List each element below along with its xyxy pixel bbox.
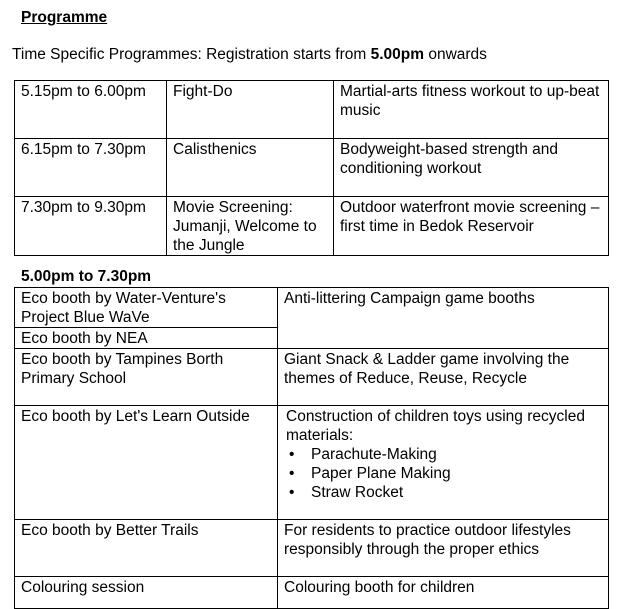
table-row bbox=[15, 139, 609, 197]
intro-time: 5.00pm bbox=[370, 46, 425, 63]
booth-cell: Eco booth by Water-Venture's Project Blue WaVe bbox=[15, 288, 278, 328]
programme-heading: Programme bbox=[21, 9, 108, 26]
table-row bbox=[15, 577, 609, 609]
booth-desc-cell: Colouring booth for children bbox=[278, 577, 609, 609]
booths-heading: 5.00pm to 7.30pm bbox=[21, 268, 152, 285]
intro-prefix: Time Specific Programmes: Registration starts from bbox=[12, 46, 371, 63]
booths-table bbox=[14, 287, 609, 609]
table-row bbox=[15, 406, 609, 520]
booth-cell: Colouring session bbox=[15, 577, 278, 609]
table-row bbox=[15, 349, 609, 406]
booth-cell: Eco booth by Better Trails bbox=[15, 520, 278, 577]
booth-cell: Eco booth by Tampines Borth Primary School bbox=[15, 349, 278, 406]
table-row bbox=[15, 81, 609, 139]
booth-desc-cell bbox=[278, 406, 609, 520]
programme-name-cell: Movie Screening: Jumanji, Welcome to the Jungle bbox=[167, 197, 334, 256]
programme-desc-cell: Martial-arts fitness workout to up-beat music bbox=[334, 81, 609, 139]
time-cell: 5.15pm to 6.00pm bbox=[15, 81, 167, 139]
time-cell: 7.30pm to 9.30pm bbox=[15, 197, 167, 256]
table-row bbox=[15, 197, 609, 256]
booth-desc-cell: Anti-littering Campaign game booths bbox=[278, 288, 609, 349]
programme-name-cell: Calisthenics bbox=[167, 139, 334, 197]
list-item: • Paper Plane Making bbox=[284, 464, 603, 483]
booth-desc-cell: For residents to practice outdoor lifestyles responsibly through the proper ethics bbox=[278, 520, 609, 577]
booth-cell: Eco booth by Let's Learn Outside bbox=[15, 406, 278, 520]
list-item: • Straw Rocket bbox=[284, 483, 603, 502]
list-item: • Parachute-Making bbox=[284, 445, 603, 464]
table-row bbox=[15, 520, 609, 577]
toy-list bbox=[284, 445, 603, 502]
table-row bbox=[15, 288, 609, 328]
intro-suffix: onwards bbox=[424, 46, 487, 63]
booth-desc-cell: Giant Snack & Ladder game involving the themes of Reduce, Reuse, Recycle bbox=[278, 349, 609, 406]
booth-cell: Eco booth by NEA bbox=[15, 328, 278, 349]
intro-text bbox=[12, 45, 487, 64]
time-cell: 6.15pm to 7.30pm bbox=[15, 139, 167, 197]
toys-desc: Construction of children toys using recycled materials: bbox=[286, 408, 585, 444]
programme-name-cell: Fight-Do bbox=[167, 81, 334, 139]
programme-desc-cell: Outdoor waterfront movie screening – first time in Bedok Reservoir bbox=[334, 197, 609, 256]
programme-desc-cell: Bodyweight-based strength and conditioning workout bbox=[334, 139, 609, 197]
time-specific-table bbox=[14, 80, 609, 256]
